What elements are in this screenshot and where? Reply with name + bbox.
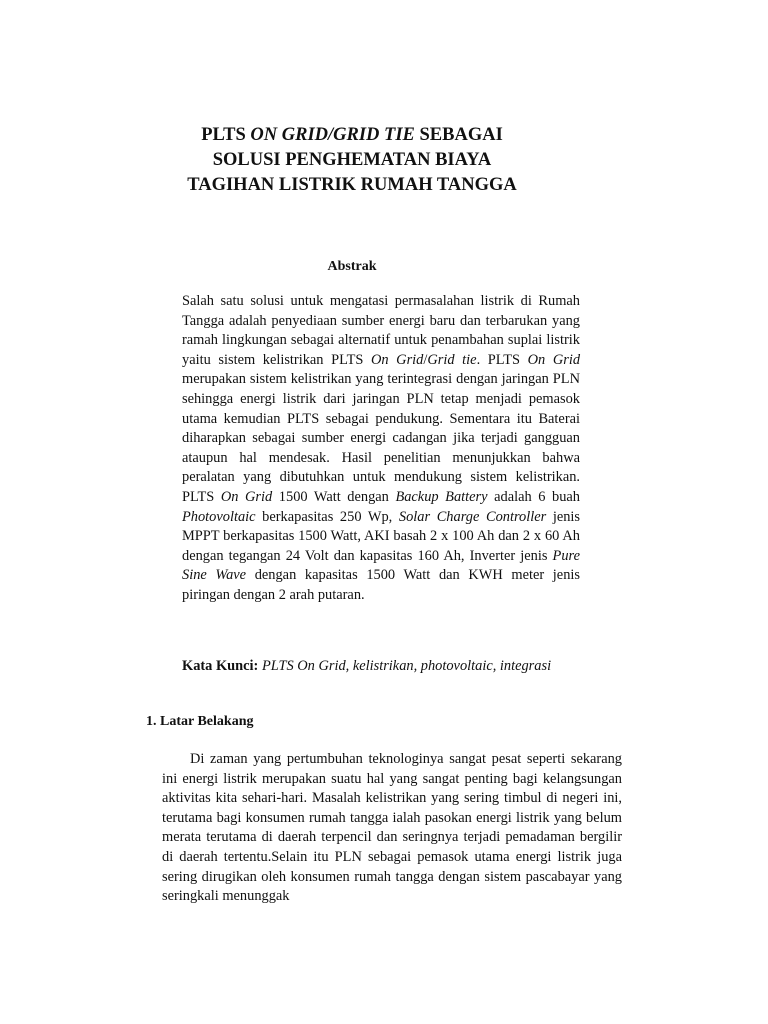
abstract-body (182, 292, 580, 606)
title-line-1: PLTS ON GRID/GRID TIE SEBAGAI (201, 125, 503, 145)
abstract-segment: On Grid (370, 351, 424, 368)
abstract-segment: Solar Charge Controller (398, 508, 547, 525)
paper-title (0, 123, 704, 198)
abstract-segment: Photovoltaic (182, 508, 256, 525)
abstract-segment: jenis MPPT berkapasitas 1500 Watt, AKI basah 2 x 100 Ah dan 2 x 60 Ah dengan tegangan 24 Volt dan kapasitas 160 Ah, Inverter jenis (182, 508, 581, 564)
keywords (182, 657, 622, 676)
abstract-segment: On Grid (527, 351, 581, 368)
section-paragraph (162, 750, 622, 907)
abstract-segment: Pure Sine Wave (182, 547, 580, 584)
abstract-segment: On Grid (220, 488, 273, 505)
title-line-2: SOLUSI PENGHEMATAN BIAYA (212, 150, 492, 170)
abstract-segment: adalah 6 buah (487, 488, 580, 505)
abstract-segment: Salah satu solusi untuk mengatasi permasalahan listrik di Rumah Tangga adalah penyediaan sumber energi baru dan terbarukan yang ramah lingkungan sebagai alternatif untuk penambahan suplai listrik yaitu sistem kelistrikan PLTS (182, 293, 580, 368)
abstract-heading: Abstrak (327, 259, 377, 274)
abstract-segment: berkapasitas 250 Wp, (255, 508, 399, 525)
abstract-segment: dengan kapasitas 1500 Watt dan KWH meter jenis piringan dengan 2 arah putaran. (182, 567, 580, 603)
abstract-segment: . PLTS (476, 351, 528, 368)
abstract-segment: / (423, 351, 428, 368)
keywords-value: PLTS On Grid, kelistrikan, photovoltaic, integrasi (261, 658, 552, 674)
section-paragraph-text: Di zaman yang pertumbuhan teknologinya sangat pesat seperti sekarang ini energi listrik merupakan suatu hal yang sangat penting bagi kelangsungan aktivitas kita sehari-hari. Masalah kelistrikan yang sering timbul di negeri ini, terutama bagi konsumen rumah tangga ialah pasokan energi listrik yang belum merata terutama di daerah terpencil dan seringnya terjadi pemadaman bergilir di daerah tertentu.Selain itu PLN sebagai pemasok utama energi listrik juga sering dirugikan oleh konsumen rumah tangga dengan sistem pascabayar yang seringkali menunggak (162, 751, 622, 905)
title-italic-term: ON GRID/GRID TIE (250, 125, 415, 145)
abstract-segment: Backup Battery (395, 488, 488, 505)
section-heading: 1. Latar Belakang (146, 714, 254, 729)
title-line-3: TAGIHAN LISTRIK RUMAH TANGGA (187, 175, 517, 195)
abstract-segment: merupakan sistem kelistrikan yang terintegrasi dengan jaringan PLN sehingga energi listrik dari jaringan PLN tetap menjadi pemasok utama kemudian PLTS sebagai pendukung. Sementara itu Baterai diharapkan sebagai sumber energi cadangan jika terjadi gangguan ataupun hal mendesak. Hasil penelitian menunjukkan bahwa peralatan yang dibutuhkan untuk mendukung sistem kelistrikan. PLTS (182, 371, 580, 505)
abstract-segment: Grid tie (427, 351, 477, 368)
keywords-label: Kata Kunci: (182, 658, 259, 674)
abstract-segment: 1500 Watt dengan (272, 488, 396, 505)
